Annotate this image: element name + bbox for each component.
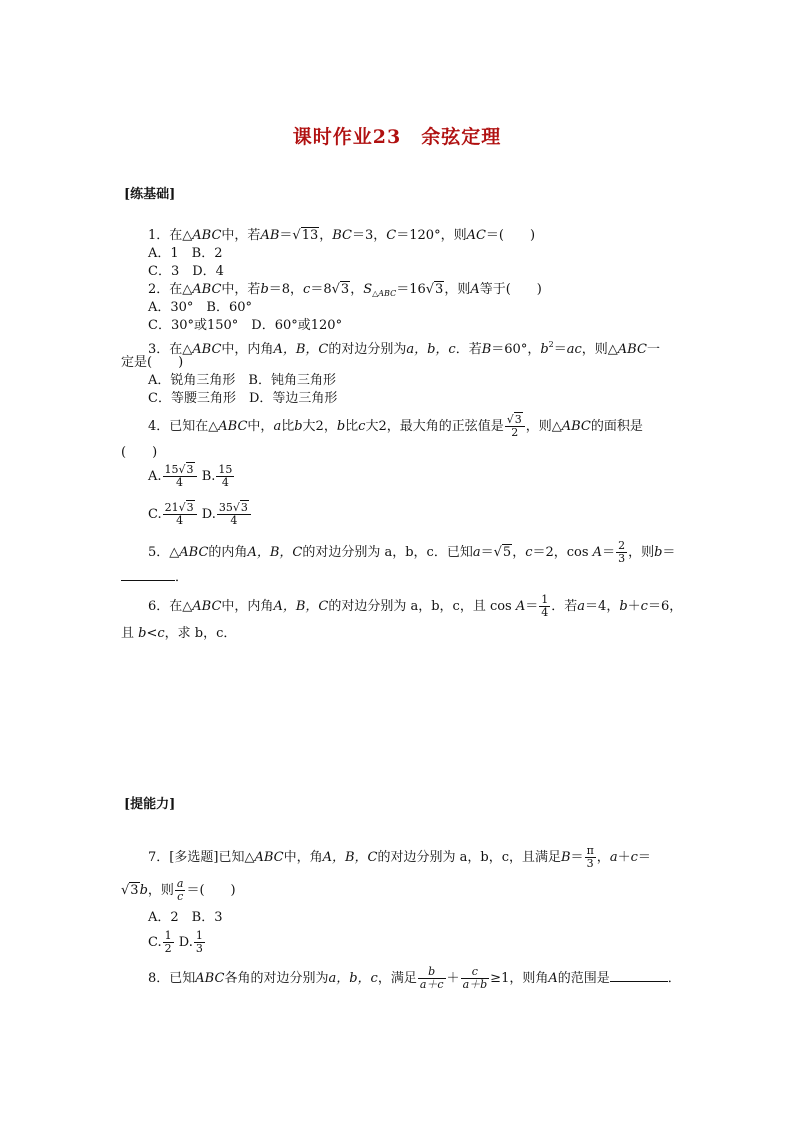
fraction: $\frac{21√3}{4}$ (163, 502, 197, 527)
answer-blank[interactable] (610, 981, 668, 982)
fraction: $\frac{b}{a+c}$ (419, 965, 444, 991)
q5-line-2: ． (121, 570, 188, 586)
q6-line-2: 且 b<c，求 b，c． (121, 626, 237, 641)
q4-options-ab: A. $\frac{15√3}{4}$ B. $\frac{15}{4}$ (148, 463, 233, 489)
q7-line-2: √3b，则 $\frac{a}{c}$ ＝( ) (121, 876, 236, 906)
q4-options-cd: C. $\frac{21√3}{4}$ D. $\frac{35√3}{4}$ (148, 500, 252, 530)
fraction: $\frac{1}{2}$ (164, 929, 172, 955)
answer-blank[interactable] (121, 580, 175, 581)
q7-options-cd: C. $\frac{1}{2}$ D. $\frac{1}{3}$ (148, 929, 203, 955)
question-6: 6．在△ABC中，内角A，B，C的对边分别为 a，b，c，且 cos A＝ $\frac{1}{4}$ ．若a＝4，b＋c＝6， (148, 593, 683, 619)
q3-options-ab: A．锐角三角形 B．钝角三角形 (148, 373, 336, 388)
question-5: 5．△ABC的内角A，B，C的对边分别为 a，b，c．已知a＝√5，c＝2，cos A＝ $\frac{2}{3}$ ，则b＝ (148, 538, 675, 568)
section-basic-heading: [练基础] (124, 187, 176, 202)
question-4: 4．已知在△ABC中，a比b大2，b比c大2，最大角的正弦值是 $\frac{√3}{2}$ ，则△ABC的面积是 (148, 413, 643, 439)
fraction: $\frac{\pi}{3}$ (586, 844, 594, 870)
fraction: $\frac{35√3}{4}$ (217, 502, 251, 527)
question-3: 3．在△ABC中，内角A，B，C的对边分别为a，b，c．若B＝60°，$b^2=ac$，则△ABC一 (148, 340, 660, 357)
sqrt-sign: √3 (121, 883, 139, 898)
sqrt-sign: √5 (493, 545, 512, 560)
question-2: 2．在△ABC中，若b＝8，c＝8√3，$S_{\triangle ABC}=16√3$，则A等于( ) (148, 282, 542, 298)
fraction: $\frac{15}{4}$ (218, 463, 233, 489)
question-1: 1．在△ABC中，若AB＝√13，BC＝3，C＝120°，则AC＝( ) (148, 228, 536, 243)
fraction: $\frac{15√3}{4}$ (163, 464, 197, 489)
page-title: 课时作业23 余弦定理 (292, 126, 502, 148)
q4-line-2: ( ) (121, 445, 158, 460)
sqrt-sign: √3 (425, 282, 444, 297)
q1-options-ab: A．1 B．2 (148, 246, 223, 261)
sqrt-sign: √3 (331, 282, 350, 297)
question-8: 8．已知ABC各角的对边分别为a，b，c，满足 $\frac{b}{a+c}$ ＋ $\frac{c}{a+b}$ ≥1，则角A的范围是 ． (148, 965, 681, 991)
fraction: $\frac{√3}{2}$ (505, 414, 525, 439)
q2-options-cd: C．30°或150° D．60°或120° (148, 318, 343, 333)
sqrt-sign: √13 (292, 228, 319, 243)
fraction: $\frac{c}{a+b}$ (462, 965, 488, 991)
question-7: 7．[多选题]已知△ABC中，角A，B，C的对边分别为 a，b，c，且满足B＝ $\frac{\pi}{3}$ ，a＋c＝ (148, 844, 651, 870)
fraction: $\frac{2}{3}$ (618, 539, 626, 565)
fraction: $\frac{a}{c}$ (176, 877, 184, 903)
fraction: $\frac{1}{4}$ (541, 593, 549, 619)
q3-line-2: 定是( ) (121, 355, 184, 370)
q1-options-cd: C．3 D．4 (148, 264, 224, 279)
q2-options-ab: A．30° B．60° (148, 300, 253, 315)
q7-options-ab: A．2 B．3 (148, 910, 223, 925)
q3-options-cd: C．等腰三角形 D．等边三角形 (148, 391, 338, 406)
fraction: $\frac{1}{3}$ (195, 929, 203, 955)
section-advanced-heading: [提能力] (124, 797, 176, 812)
